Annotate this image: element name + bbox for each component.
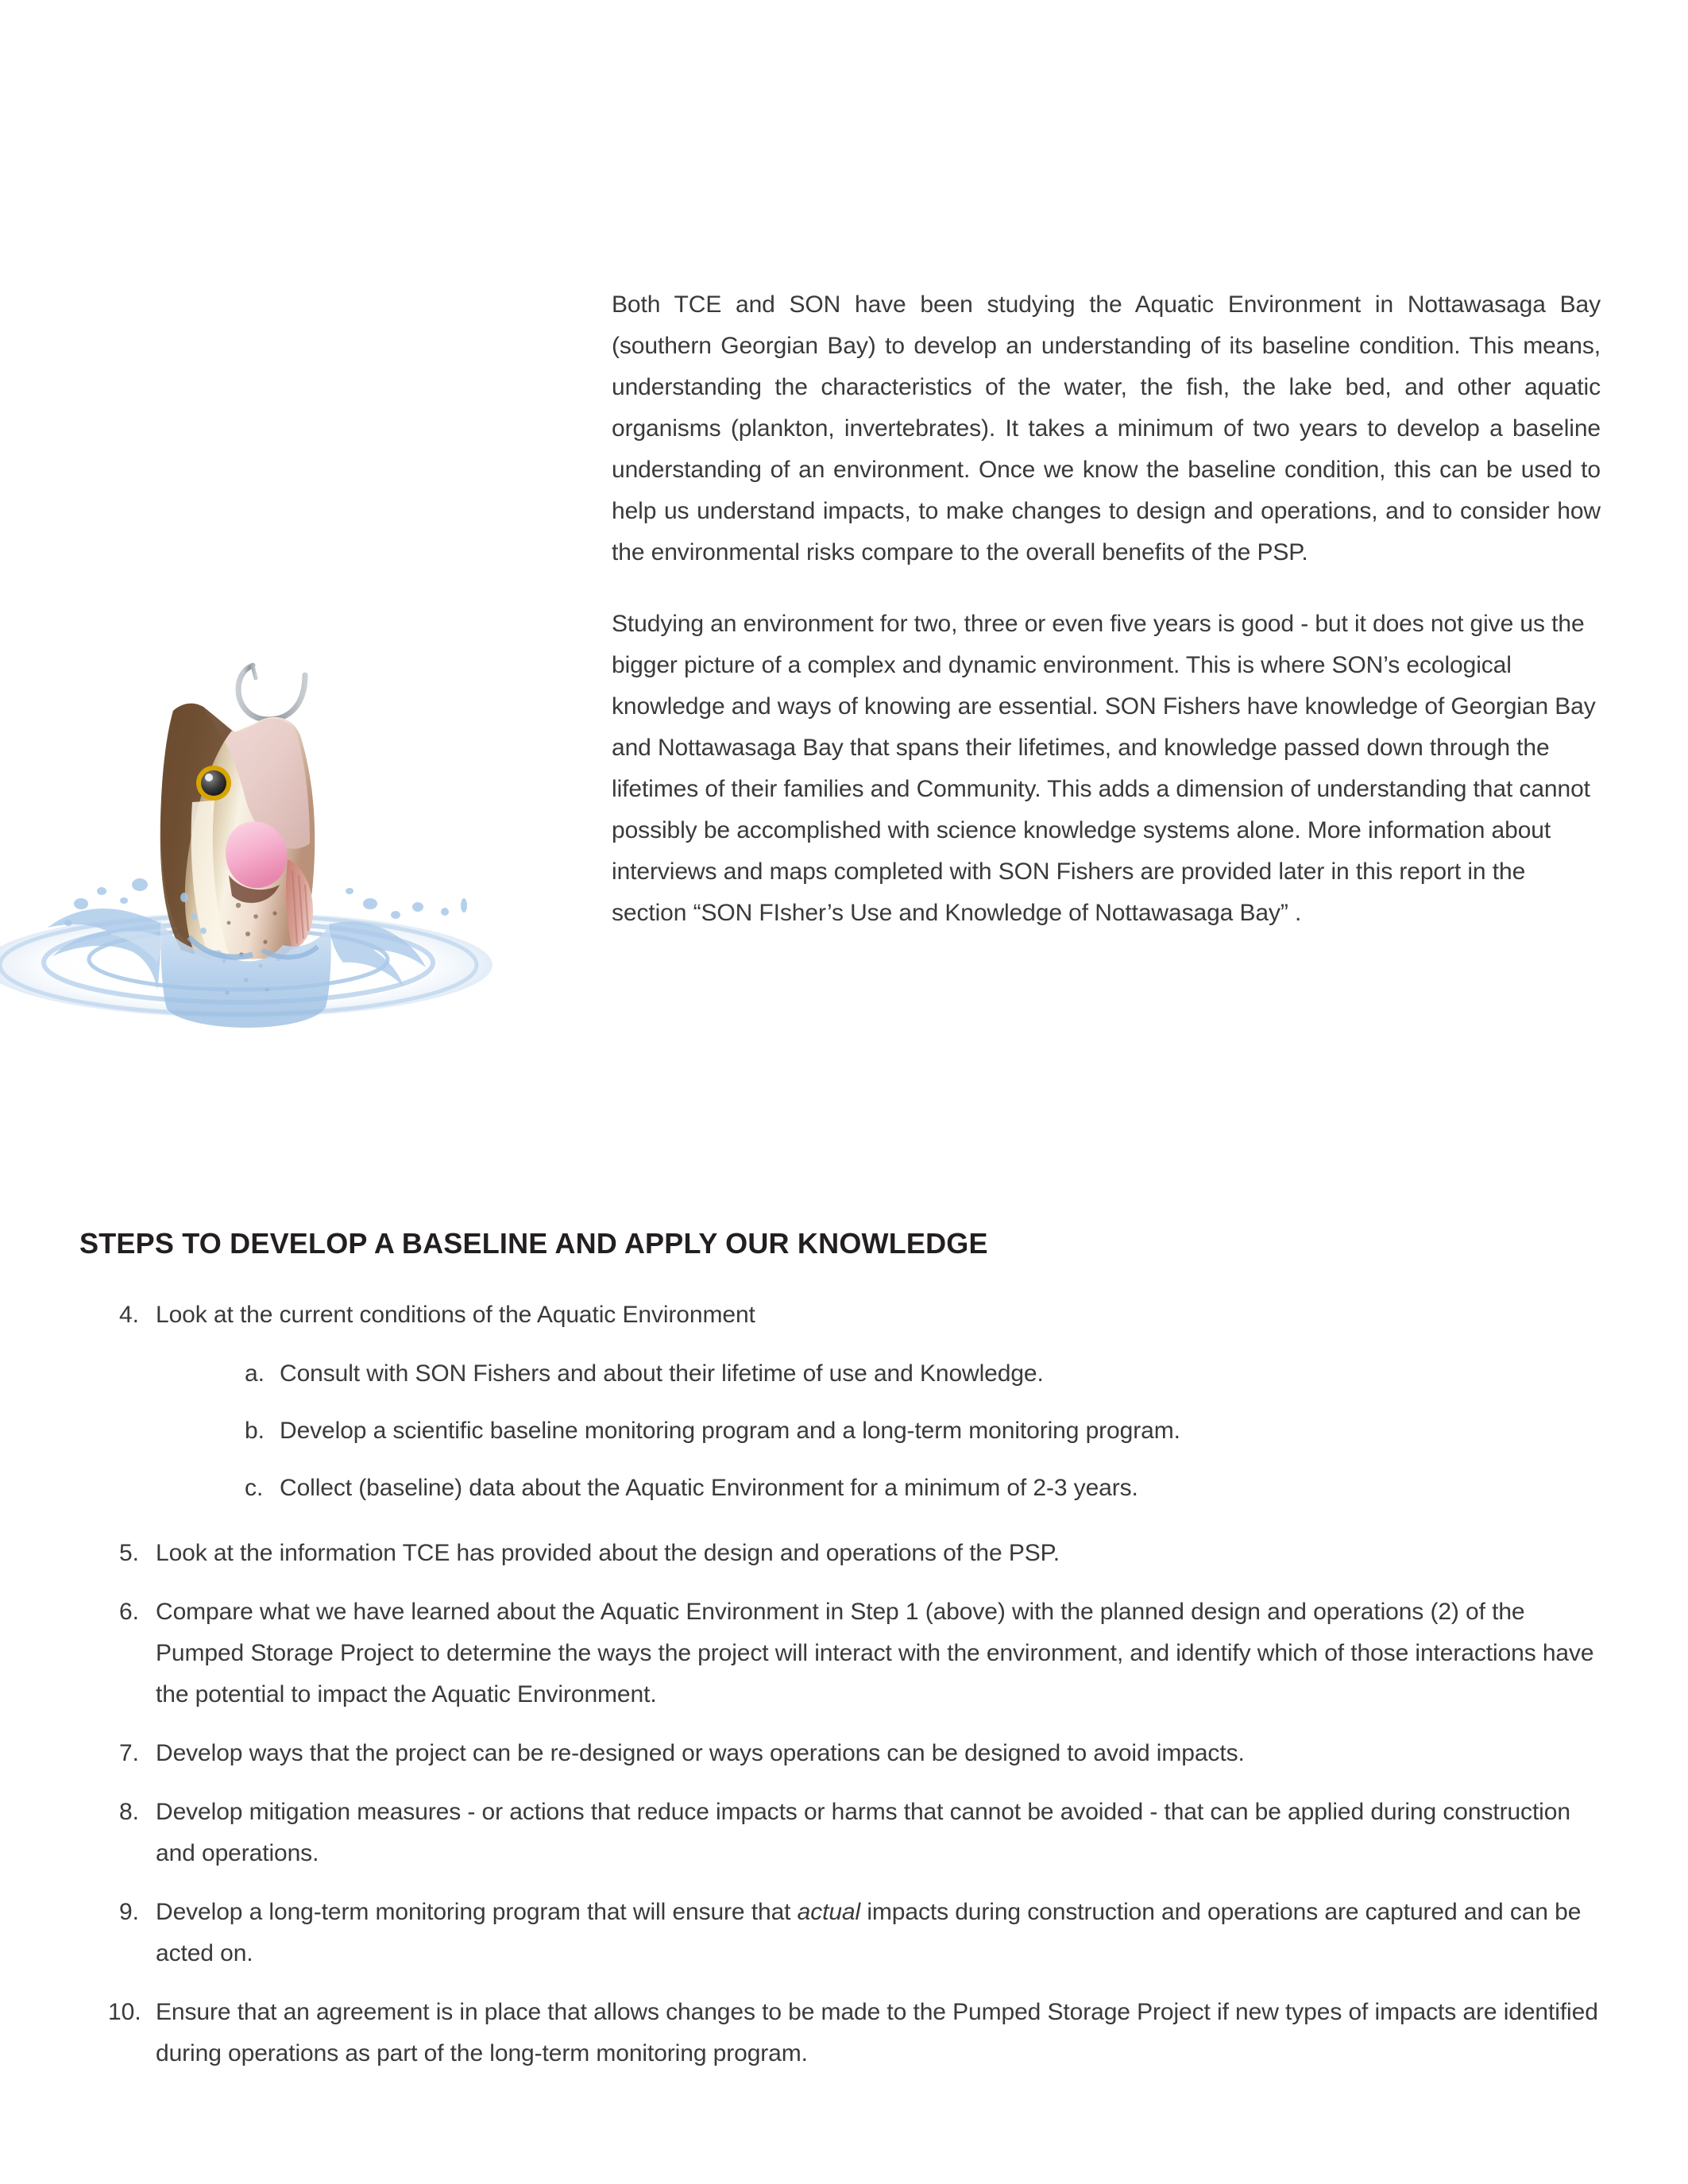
intro-text-column <box>612 284 1601 934</box>
sub-text: Develop a scientific baseline monitoring program and a long-term monitoring program. <box>280 1418 1180 1444</box>
step-text-before-italic: Develop a long-term monitoring program that will ensure that <box>156 1899 798 1925</box>
step-item-10 <box>103 1992 1613 2074</box>
sub-text: Collect (baseline) data about the Aquatic Environment for a minimum of 2-3 years. <box>280 1475 1138 1501</box>
step-item-5 <box>103 1533 1613 1574</box>
step-marker: 8. <box>119 1799 140 1825</box>
step-marker: 10. <box>108 1999 141 2025</box>
step-marker: 9. <box>119 1899 140 1925</box>
step-marker: 4. <box>119 1302 140 1328</box>
step-text: Compare what we have learned about the Aquatic Environment in Step 1 (above) with the planned design and operations (2) of the Pumped Storage Project to determine the ways the project will interact with the environment, and identify which of those interactions have the potential to impact the Aquatic Environment. <box>156 1599 1594 1707</box>
step-text: Ensure that an agreement is in place that allows changes to be made to the Pumped Storage Project if new types of impacts are identified during operations as part of the long-term monitoring program. <box>156 1999 1598 2066</box>
step-text-after-italic: impacts during construction and operations are captured and can be acted on. <box>156 1899 1582 1966</box>
step-text <box>156 1892 1613 1974</box>
step-marker: 7. <box>119 1740 140 1766</box>
step-item-8 <box>103 1792 1613 1874</box>
step-4-sublist <box>222 1353 1613 1509</box>
fish-jumping-for-hook-illustration <box>0 564 548 1056</box>
step-marker: 6. <box>119 1599 140 1625</box>
sub-text: Consult with SON Fishers and about their lifetime of use and Knowledge. <box>280 1360 1044 1387</box>
sub-marker: b. <box>245 1418 265 1444</box>
step-text: Look at the current conditions of the Aquatic Environment <box>156 1302 755 1328</box>
sub-item-c <box>222 1468 1613 1509</box>
sub-marker: c. <box>245 1475 264 1501</box>
step-text: Develop ways that the project can be re-designed or ways operations can be designed to avoid impacts. <box>156 1740 1245 1766</box>
step-item-6 <box>103 1592 1613 1715</box>
fishing-hook-icon <box>238 588 305 720</box>
sub-item-a <box>222 1353 1613 1395</box>
step-item-7 <box>103 1733 1613 1774</box>
intro-paragraph-1: Both TCE and SON have been studying the Aquatic Environment in Nottawasaga Bay (southern Georgian Bay) to develop an understanding of its baseline condition. This means, understanding the characteristics of the water, the fish, the lake bed, and other aquatic organisms (plankton, invertebrates). It takes a minimum of two years to develop a baseline understanding of an environment. Once we know the baseline condition, this can be used to help us understand impacts, to make changes to design and operations, and to consider how the environmental risks compare to the overall benefits of the PSP. <box>612 291 1601 565</box>
step-item-9 <box>103 1892 1613 1974</box>
step-text-italic-emphasis: actual <box>797 1899 861 1925</box>
sub-item-b <box>222 1410 1613 1452</box>
step-text: Develop mitigation measures - or actions that reduce impacts or harms that cannot be avoided - that can be applied during construction and operations. <box>156 1799 1570 1866</box>
step-item-4 <box>103 1295 1613 1336</box>
section-heading: STEPS TO DEVELOP A BASELINE AND APPLY OUR KNOWLEDGE <box>79 1227 988 1260</box>
intro-paragraph-2: Studying an environment for two, three or even five years is good - but it does not give us the bigger picture of a complex and dynamic environment. This is where SON’s ecological knowledge and ways of knowing are essential. SON Fishers have knowledge of Georgian Bay and Nottawasaga Bay that spans their lifetimes, and knowledge passed down through the lifetimes of their families and Community. This adds a dimension of understanding that cannot possibly be accomplished with science knowledge systems alone. More information about interviews and maps completed with SON Fishers are provided later in this report in the section “SON FIsher’s Use and Knowledge of Nottawasaga Bay” . <box>612 611 1596 926</box>
sub-marker: a. <box>245 1360 265 1387</box>
step-marker: 5. <box>119 1540 140 1566</box>
fish-eye <box>196 766 231 801</box>
steps-list <box>103 1295 1613 2092</box>
step-text: Look at the information TCE has provided about the design and operations of the PSP. <box>156 1540 1060 1566</box>
